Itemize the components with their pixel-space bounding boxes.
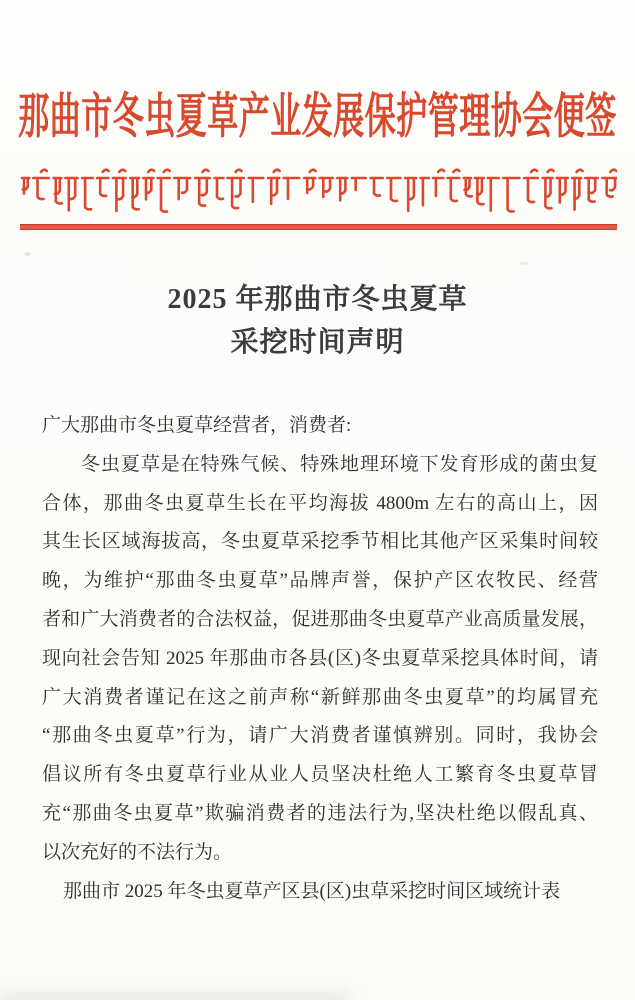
scan-shadow [0, 992, 349, 1000]
body-line: 以次充好的不法行为。 [42, 841, 233, 863]
body-line: 充“那曲冬虫夏草”欺骗消费者的违法行为,坚决杜绝以假乱真、 [42, 802, 598, 824]
body-line: “那曲冬虫夏草”行为，请广大消费者谨慎辨别。同时，我协会 [42, 725, 598, 747]
letterhead-org-title-text: 那曲市冬虫夏草产业发展保护管理协会便签 [18, 89, 617, 144]
salutation: 广大那曲市冬虫夏草经营者，消费者: [42, 415, 352, 436]
body-line: 合体，那曲冬虫夏草生长在平均海拔 4800m 左右的高山上，因 [42, 492, 598, 514]
document-body [42, 407, 598, 911]
scan-speck [24, 252, 31, 256]
document-title-line-2: 采挖时间声明 [230, 327, 405, 358]
document-title-line-1: 2025 年那曲市冬虫夏草 [167, 284, 468, 315]
body-line: 者和广大消费者的合法权益，促进那曲冬虫夏草产业高质量发展， [42, 608, 598, 630]
body-line: 现向社会告知 2025 年那曲市各县(区)冬虫夏草采挖具体时间，请 [42, 647, 598, 669]
body-line: 其生长区域海拔高，冬虫夏草采挖季节相比其他产区采集时间较 [42, 531, 598, 553]
tibetan-script-decoration [20, 164, 617, 218]
letterhead-org-title [18, 84, 617, 150]
tibetan-script-line [20, 164, 617, 218]
body-line: 冬虫夏草是在特殊气候、特殊地理环境下发育形成的菌虫复 [81, 453, 598, 475]
table-caption-line: 那曲市 2025 年冬虫夏草产区县(区)虫草采挖时间区域统计表 [63, 880, 561, 902]
body-line: 广大消费者谨记在这之前声称“新鲜那曲冬虫夏草”的均属冒充 [42, 686, 598, 708]
letterhead-divider-rule [20, 224, 617, 230]
body-line: 晚，为维护“那曲冬虫夏草”品牌声誉，保护产区农牧民、经营 [42, 570, 598, 592]
scan-speck [519, 262, 528, 265]
document-title [0, 278, 635, 364]
body-line: 倡议所有冬虫夏草行业从业人员坚决杜绝人工繁育冬虫夏草冒 [42, 764, 598, 786]
